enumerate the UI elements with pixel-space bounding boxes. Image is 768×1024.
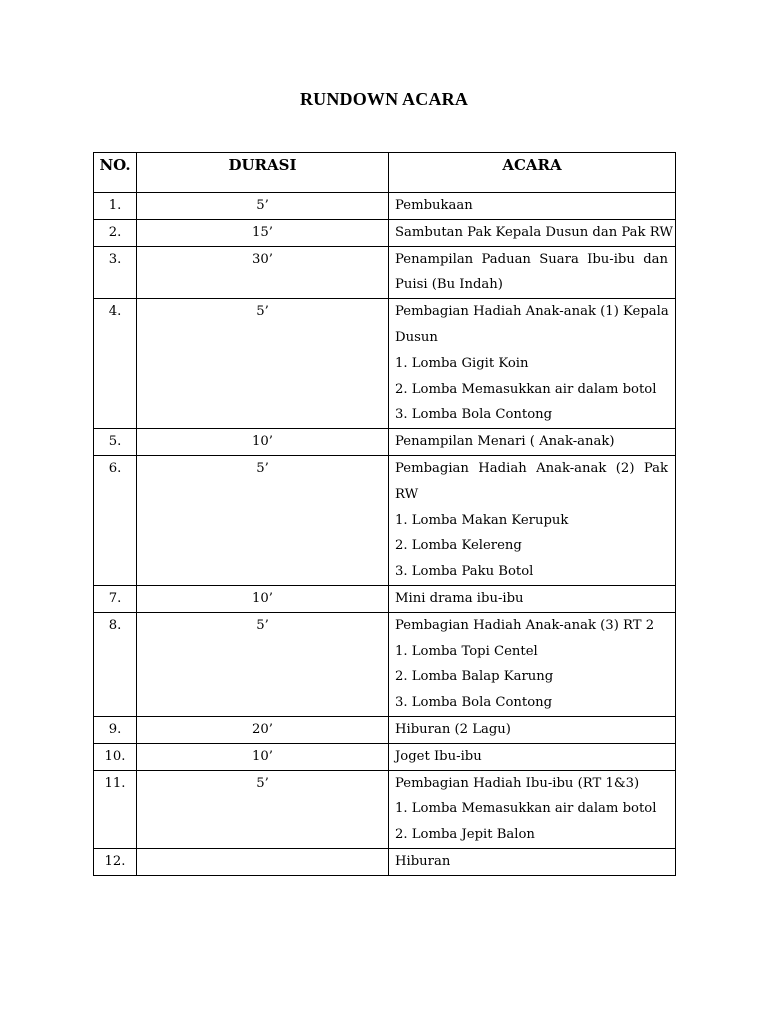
table-row — [94, 716, 676, 743]
event-cell — [389, 455, 676, 585]
event-line: 3. Lomba Paku Botol — [395, 564, 534, 580]
event-line: Hiburan (2 Lagu) — [395, 721, 511, 737]
event-cell — [389, 193, 676, 220]
table-row — [94, 455, 676, 585]
row-number-cell — [94, 429, 137, 456]
table-row — [94, 299, 676, 429]
row-number: 2. — [108, 224, 122, 240]
duration-cell — [137, 219, 389, 246]
column-header-acara: ACARA — [389, 153, 676, 193]
event-line: 1. Lomba Makan Kerupuk — [395, 512, 569, 528]
table-row — [94, 612, 676, 716]
event-line: Penampilan Menari ( Anak-anak) — [395, 434, 615, 450]
duration-cell — [137, 246, 389, 299]
event-line: Hiburan — [395, 853, 451, 869]
duration-cell — [137, 743, 389, 770]
row-number-cell — [94, 585, 137, 612]
event-line: Sambutan Pak Kepala Dusun dan Pak RW — [395, 224, 673, 240]
row-number-cell — [94, 246, 137, 299]
event-line: Joget Ibu-ibu — [395, 748, 482, 764]
duration-value: 10’ — [252, 434, 273, 450]
event-line: RW — [395, 486, 419, 502]
event-cell — [389, 848, 676, 875]
event-line: 2. Lomba Balap Karung — [395, 669, 554, 685]
event-line: Pembagian Hadiah Anak-anak (2) Pak — [395, 460, 668, 476]
duration-value: 10’ — [252, 748, 273, 764]
row-number: 3. — [108, 251, 122, 267]
event-cell — [389, 585, 676, 612]
event-cell — [389, 299, 676, 429]
row-number-cell — [94, 770, 137, 848]
event-line: Mini drama ibu-ibu — [395, 590, 524, 606]
event-line: 3. Lomba Bola Contong — [395, 407, 553, 423]
table-row — [94, 246, 676, 299]
duration-value — [137, 849, 388, 875]
row-number: 11. — [104, 775, 126, 791]
event-line: 2. Lomba Jepit Balon — [395, 827, 535, 843]
event-cell — [389, 743, 676, 770]
duration-value: 5’ — [256, 304, 269, 320]
duration-cell — [137, 770, 389, 848]
row-number: 6. — [108, 460, 122, 476]
row-number-cell — [94, 716, 137, 743]
row-number: 12. — [104, 853, 126, 869]
table-row — [94, 429, 676, 456]
table-header-row — [94, 153, 676, 193]
table-body — [94, 193, 676, 876]
duration-value: 30’ — [252, 251, 273, 267]
event-line: Pembagian Hadiah Anak-anak (3) RT 2 — [395, 617, 655, 633]
table-row — [94, 219, 676, 246]
rundown-table — [93, 152, 676, 876]
row-number: 5. — [108, 434, 122, 450]
page-title: RUNDOWN ACARA — [299, 89, 469, 109]
duration-value: 5’ — [256, 775, 269, 791]
row-number-cell — [94, 219, 137, 246]
duration-cell — [137, 299, 389, 429]
row-number-cell — [94, 612, 137, 716]
event-cell — [389, 612, 676, 716]
event-cell — [389, 716, 676, 743]
duration-value: 20’ — [252, 721, 273, 737]
duration-cell — [137, 848, 389, 875]
row-number-cell — [94, 455, 137, 585]
duration-cell — [137, 455, 389, 585]
event-cell — [389, 246, 676, 299]
event-line: 2. Lomba Kelereng — [395, 538, 522, 554]
duration-value: 5’ — [256, 198, 269, 213]
table-row — [94, 585, 676, 612]
table-row — [94, 770, 676, 848]
table-row — [94, 743, 676, 770]
event-line: Pembukaan — [395, 198, 473, 213]
event-line: 1. Lomba Gigit Koin — [395, 355, 529, 371]
table-row — [94, 848, 676, 875]
duration-value: 5’ — [256, 460, 269, 476]
event-line: Pembagian Hadiah Ibu-ibu (RT 1&3) — [395, 775, 640, 791]
event-line: 2. Lomba Memasukkan air dalam botol — [395, 381, 657, 397]
duration-cell — [137, 585, 389, 612]
duration-cell — [137, 716, 389, 743]
duration-value: 10’ — [252, 590, 273, 606]
event-line: 3. Lomba Bola Contong — [395, 695, 553, 711]
duration-value: 15’ — [252, 224, 273, 240]
event-line: Pembagian Hadiah Anak-anak (1) Kepala — [395, 304, 669, 320]
table-row — [94, 193, 676, 220]
event-line: Penampilan Paduan Suara Ibu-ibu dan — [395, 251, 668, 267]
row-number: 4. — [108, 304, 122, 320]
column-header-no: NO. — [94, 153, 137, 193]
row-number-cell — [94, 743, 137, 770]
row-number: 7. — [108, 590, 122, 606]
row-number: 10. — [104, 748, 126, 764]
event-line: Puisi (Bu Indah) — [395, 277, 503, 293]
duration-value: 5’ — [256, 617, 269, 633]
row-number-cell — [94, 193, 137, 220]
event-cell — [389, 219, 676, 246]
duration-cell — [137, 612, 389, 716]
event-cell — [389, 429, 676, 456]
event-line: Dusun — [395, 329, 438, 345]
row-number-cell — [94, 299, 137, 429]
event-line: 1. Lomba Memasukkan air dalam botol — [395, 801, 657, 817]
duration-cell — [137, 193, 389, 220]
column-header-durasi: DURASI — [137, 153, 389, 193]
row-number-cell — [94, 848, 137, 875]
row-number: 9. — [108, 721, 122, 737]
row-number: 1. — [108, 198, 122, 213]
duration-cell — [137, 429, 389, 456]
event-line: 1. Lomba Topi Centel — [395, 643, 538, 659]
row-number: 8. — [108, 617, 122, 633]
event-cell — [389, 770, 676, 848]
